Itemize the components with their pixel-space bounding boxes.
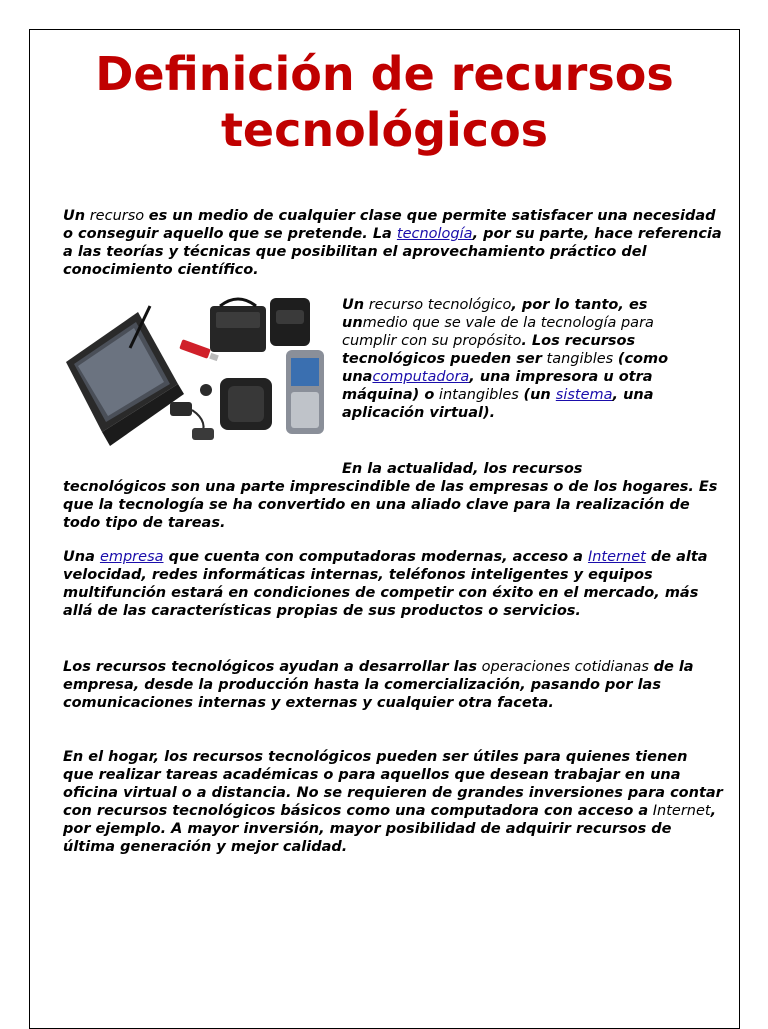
text: , una impresora u otra máquina) o <box>342 369 653 403</box>
text: (como una <box>342 351 669 385</box>
text: Los recursos tecnológicos ayudan a desarrollar las <box>63 659 478 675</box>
laptop-icon <box>66 306 184 446</box>
text: recurso <box>85 208 149 224</box>
link-tecnologia[interactable]: tecnología <box>396 226 473 242</box>
text: es un medio de cualquier clase que permite satisfacer una necesidad o conseguir aquello que se pretende. La <box>63 208 716 242</box>
backpack-icon <box>270 298 310 346</box>
text: tangibles <box>541 351 618 367</box>
paragraph-operaciones <box>63 658 723 712</box>
smartphone-icon <box>286 350 324 434</box>
paragraph-actualidad <box>63 460 723 532</box>
text: recurso tecnológico <box>364 297 512 313</box>
title-line-2: tecnológicos <box>220 103 549 157</box>
text: . Los recursos tecnológicos pueden ser <box>342 333 636 367</box>
text: Un <box>342 297 365 313</box>
paragraph-intro <box>63 207 723 279</box>
text: operaciones cotidianas <box>477 659 654 675</box>
title-line-1: Definición de recursos <box>95 47 674 101</box>
text: medio que se vale de la tecnología para cumplir con su propósito <box>342 315 654 349</box>
text: de alta velocidad, redes informáticas internas, teléfonos inteligentes y equipos multifunción estará en condiciones de competir con éxito en el mercado, más allá de las características propias de sus productos o servicios. <box>63 549 708 619</box>
paragraph-hogar <box>63 748 723 856</box>
text: , por lo tanto, es un <box>342 297 648 331</box>
camera-bag-icon <box>210 299 266 352</box>
text: (un <box>523 387 556 403</box>
link-empresa[interactable]: empresa <box>99 549 164 565</box>
text: de la empresa, desde la producción hasta la comercialización, pasando por las comunicaciones internas y externas y cualquier otra faceta. <box>63 659 694 711</box>
link-internet[interactable]: Internet <box>587 549 646 565</box>
page-title <box>30 46 739 158</box>
paragraph-empresa <box>63 548 723 620</box>
tech-devices-photo-icon <box>60 292 335 454</box>
text: , por ejemplo. A mayor inversión, mayor posibilidad de adquirir recursos de última generación y mejor calidad. <box>63 803 717 855</box>
document-page <box>29 29 740 1029</box>
text: tecnológicos son una parte imprescindible de las empresas o de los hogares. Es que la tecnología se ha convertido en una aliado clave para la realización de todo tipo de tareas. <box>63 479 718 531</box>
text: Un <box>63 208 86 224</box>
text: En el hogar, los recursos tecnológicos pueden ser útiles para quienes tienen que realizar tareas académicas o para aquellos que desean trabajar en una oficina virtual o a distancia. No se requieren de grandes inversiones para contar con recursos tecnológicos básicos como una computadora con acceso a <box>63 749 723 819</box>
device-case-icon <box>220 378 272 430</box>
text: Internet <box>648 803 711 819</box>
text: , por su parte, hace referencia a las teorías y técnicas que posibilitan el aprovechamiento práctico del conocimiento científico. <box>63 226 722 278</box>
paragraph-recurso-tecnologico <box>342 296 687 422</box>
text: que cuenta con computadoras modernas, acceso a <box>163 549 588 565</box>
text: intangibles <box>434 387 524 403</box>
text: Una <box>63 549 100 565</box>
link-sistema[interactable]: sistema <box>555 387 613 403</box>
link-computadora[interactable]: computadora <box>372 369 470 385</box>
text: En la actualidad, los recursos <box>342 461 583 477</box>
text: , una aplicación virtual). <box>342 387 654 421</box>
